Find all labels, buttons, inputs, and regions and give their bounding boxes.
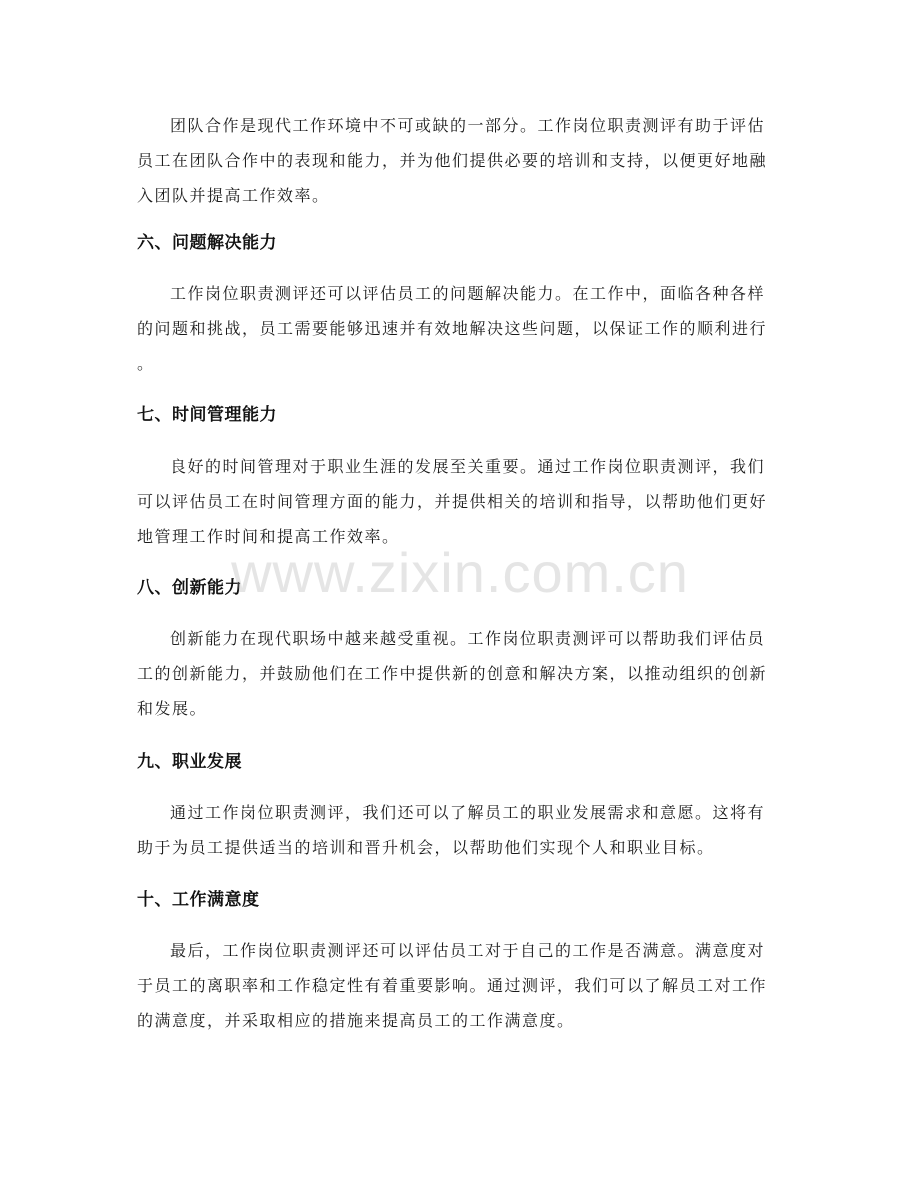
paragraph-line: 最后，工作岗位职责测评还可以评估员工对于自己的工作是否满意。满意度对 <box>170 941 766 960</box>
paragraph-line: 的满意度，并采取相应的措施来提高员工的工作满意度。 <box>137 1011 575 1030</box>
paragraph-line: 的问题和挑战，员工需要能够迅速并有效地解决这些问题，以保证工作的顺利进行 <box>137 319 768 338</box>
paragraph-job-satisfaction <box>137 933 787 1038</box>
paragraph-line: 通过工作岗位职责测评，我们还可以了解员工的职业发展需求和意愿。这将有 <box>170 803 766 822</box>
paragraph-line: 团队合作是现代工作环境中不可或缺的一部分。工作岗位职责测评有助于评估 <box>170 116 766 135</box>
paragraph-line: 助于为员工提供适当的培训和晋升机会，以帮助他们实现个人和职业目标。 <box>137 838 715 857</box>
section-heading-innovation: 八、创新能力 <box>137 578 242 598</box>
paragraph-innovation <box>137 621 787 726</box>
section-heading-time-management: 七、时间管理能力 <box>137 405 277 425</box>
paragraph-problem-solving <box>137 276 787 381</box>
section-heading-problem-solving: 六、问题解决能力 <box>137 233 277 253</box>
paragraph-line: 入团队并提高工作效率。 <box>137 186 330 205</box>
paragraph-line: 。 <box>137 354 155 373</box>
paragraph-career-development <box>137 795 787 865</box>
paragraph-line: 可以评估员工在时间管理方面的能力，并提供相关的培训和指导，以帮助他们更好 <box>137 492 768 511</box>
paragraph-line: 良好的时间管理对于职业生涯的发展至关重要。通过工作岗位职责测评，我们 <box>170 457 766 476</box>
paragraph-line: 和发展。 <box>137 699 208 718</box>
section-heading-career-development: 九、职业发展 <box>137 752 242 772</box>
paragraph-line: 工的创新能力，并鼓励他们在工作中提供新的创意和解决方案，以推动组织的创新 <box>137 664 768 683</box>
paragraph-teamwork <box>137 108 787 213</box>
watermark: www.zixin.com.cn <box>231 541 689 604</box>
paragraph-line: 于员工的离职率和工作稳定性有着重要影响。通过测评，我们可以了解员工对工作 <box>137 976 768 995</box>
paragraph-line: 工作岗位职责测评还可以评估员工的问题解决能力。在工作中，面临各种各样 <box>170 284 766 303</box>
paragraph-line: 员工在团队合作中的表现和能力，并为他们提供必要的培训和支持，以便更好地融 <box>137 151 768 170</box>
paragraph-line: 地管理工作时间和提高工作效率。 <box>137 527 400 546</box>
section-heading-job-satisfaction: 十、工作满意度 <box>137 890 260 910</box>
paragraph-time-management <box>137 449 787 554</box>
paragraph-line: 创新能力在现代职场中越来越受重视。工作岗位职责测评可以帮助我们评估员 <box>170 629 766 648</box>
